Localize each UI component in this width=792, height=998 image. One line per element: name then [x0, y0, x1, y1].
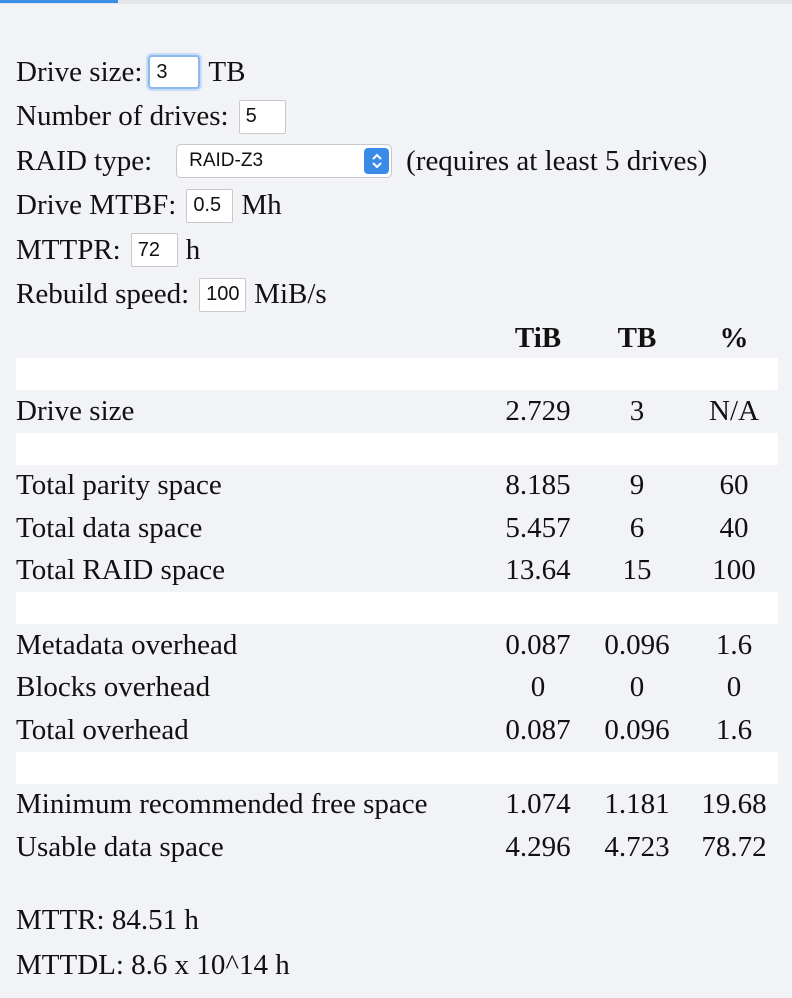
table-row [16, 624, 778, 667]
row-label: Usable data space [16, 830, 224, 863]
mtbf-input[interactable] [186, 189, 233, 223]
drive-size-input[interactable] [148, 55, 200, 89]
rebuild-speed-input[interactable] [199, 278, 246, 312]
mttr-value: MTTR: 84.51 h [16, 904, 199, 936]
chevron-up-down-icon[interactable] [364, 148, 389, 174]
row-pct: 40 [719, 511, 749, 544]
table-row [16, 465, 778, 508]
row-tb: 15 [622, 554, 652, 587]
raid-type-label: RAID type: [16, 144, 153, 177]
row-pct: 19.68 [701, 788, 767, 821]
row-tb: 0.096 [604, 713, 670, 746]
mtbf-row [16, 184, 707, 229]
row-tib: 1.074 [505, 788, 571, 821]
table-row [16, 784, 778, 827]
num-drives-label: Number of drives: [16, 100, 229, 133]
num-drives-input[interactable] [239, 100, 286, 134]
table-header [16, 318, 778, 358]
row-tib: 0.087 [505, 713, 571, 746]
row-tib: 8.185 [505, 469, 571, 502]
rebuild-speed-label: Rebuild speed: [16, 278, 190, 311]
mtbf-label: Drive MTBF: [16, 189, 177, 222]
top-bar [0, 0, 792, 4]
row-tb: 3 [629, 394, 645, 427]
row-tib: 4.296 [505, 830, 571, 863]
drive-size-unit: TB [208, 55, 246, 88]
row-pct: 78.72 [701, 830, 767, 863]
row-tb: 6 [629, 511, 645, 544]
mttdl-value: MTTDL: 8.6 x 10^14 h [16, 949, 290, 981]
row-tib: 13.64 [505, 554, 571, 587]
raid-type-row [16, 139, 707, 184]
input-form [16, 50, 707, 317]
table-row [16, 709, 778, 752]
table-row [16, 667, 778, 710]
row-tb: 9 [629, 469, 645, 502]
raid-type-note: (requires at least 5 drives) [406, 144, 708, 177]
table-separator [16, 433, 778, 465]
mttpr-row [16, 228, 707, 273]
drive-size-label: Drive size: [16, 55, 143, 88]
row-pct: 1.6 [715, 713, 753, 746]
row-tb: 4.723 [604, 830, 670, 863]
row-pct: 60 [719, 469, 749, 502]
row-pct: 0 [726, 671, 742, 704]
rebuild-speed-row [16, 273, 707, 318]
table-row [16, 550, 778, 593]
mttpr-unit: h [185, 233, 201, 266]
num-drives-row [16, 95, 707, 140]
raid-type-select[interactable] [176, 144, 392, 178]
row-label: Minimum recommended free space [16, 788, 428, 821]
mttpr-label: MTTPR: [16, 233, 121, 266]
header-tib: TiB [514, 321, 562, 354]
row-label: Drive size [16, 394, 135, 427]
drive-size-row [16, 50, 707, 95]
row-pct: 1.6 [715, 628, 753, 661]
mtbf-unit: Mh [241, 189, 282, 222]
header-pct: % [719, 321, 749, 354]
table-separator [16, 592, 778, 624]
raid-type-selected: RAID-Z3 [189, 150, 264, 172]
active-tab-indicator [0, 0, 118, 3]
mttpr-input[interactable] [131, 233, 178, 267]
reliability-summary [16, 898, 290, 988]
row-tib: 0.087 [505, 628, 571, 661]
table-row [16, 826, 778, 869]
results-table [16, 318, 778, 869]
table-separator [16, 358, 778, 390]
row-label: Total parity space [16, 469, 222, 502]
table-row [16, 507, 778, 550]
row-tb: 0 [629, 671, 645, 704]
row-label: Metadata overhead [16, 628, 238, 661]
row-label: Total overhead [16, 713, 189, 746]
row-tib: 0 [530, 671, 546, 704]
row-tb: 0.096 [604, 628, 670, 661]
rebuild-speed-unit: MiB/s [254, 278, 327, 311]
row-label: Total data space [16, 511, 203, 544]
row-pct: 100 [712, 554, 756, 587]
row-tb: 1.181 [604, 788, 670, 821]
header-tb: TB [617, 321, 657, 354]
table-row [16, 390, 778, 433]
row-label: Total RAID space [16, 554, 225, 587]
row-tib: 5.457 [505, 511, 571, 544]
row-pct: N/A [709, 394, 759, 427]
row-tib: 2.729 [505, 394, 571, 427]
table-separator [16, 752, 778, 784]
row-label: Blocks overhead [16, 671, 211, 704]
